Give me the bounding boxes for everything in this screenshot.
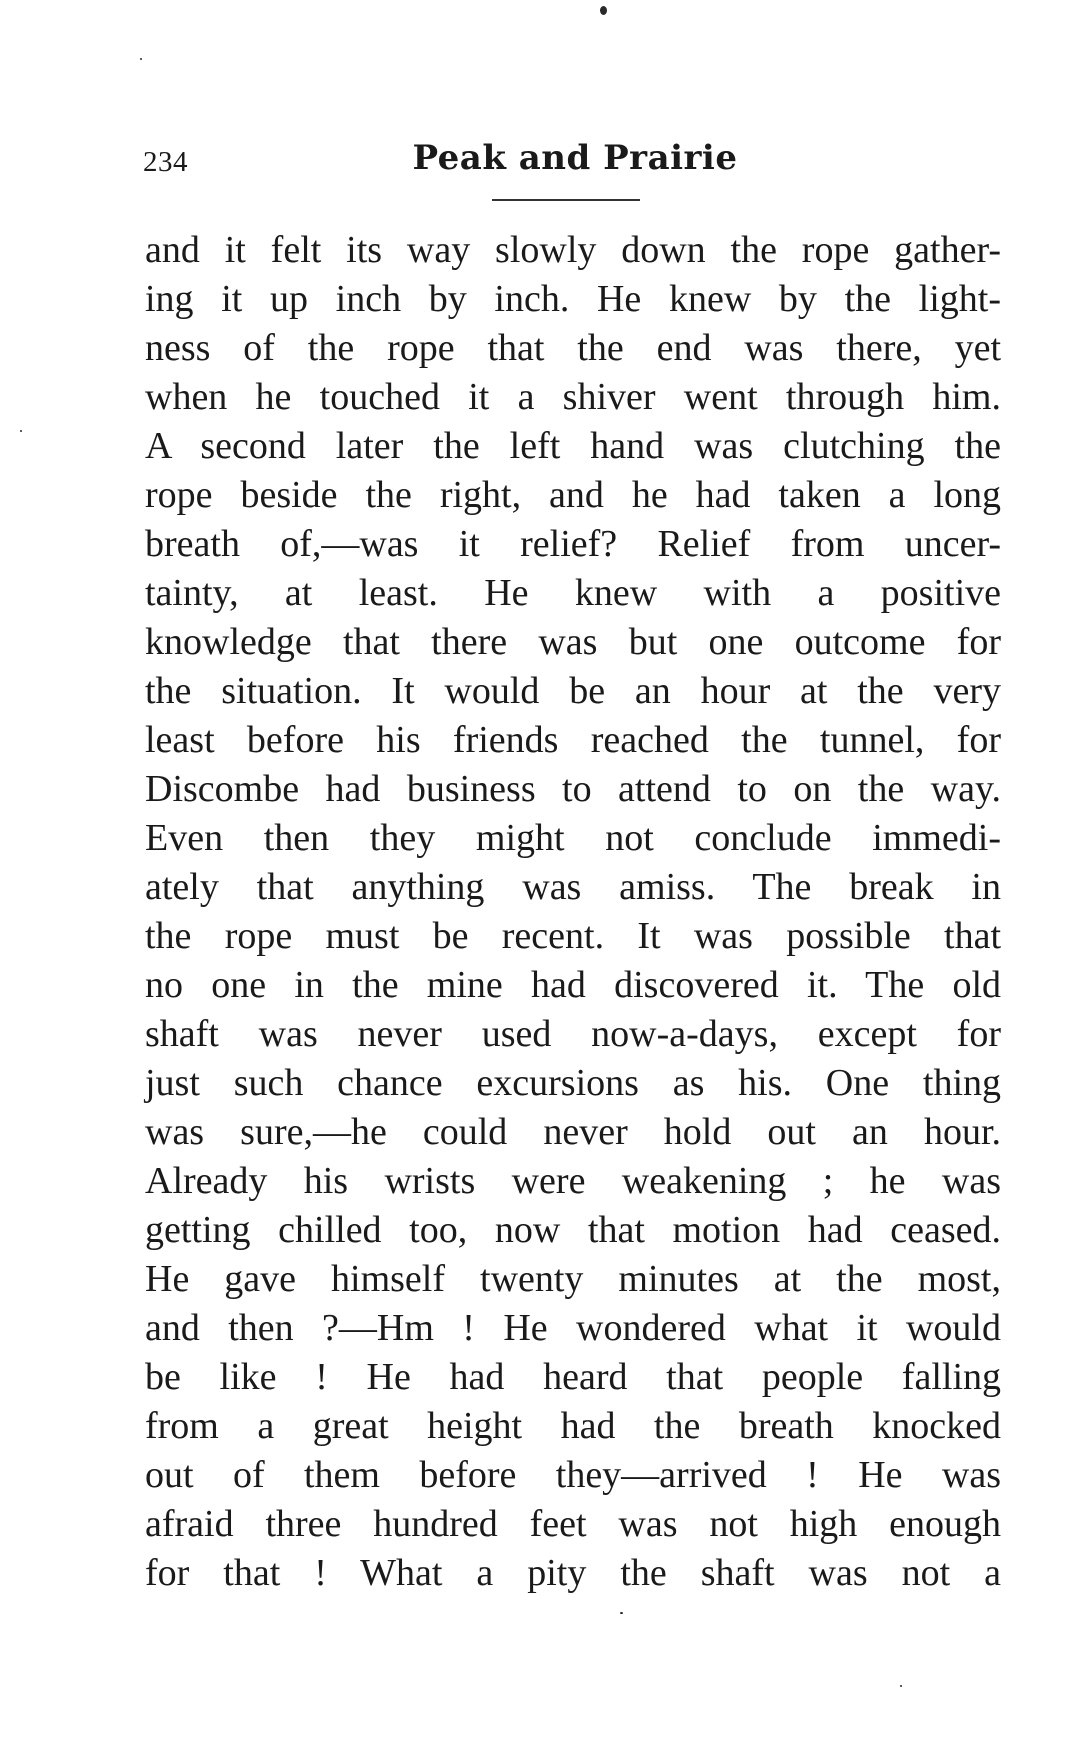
ink-speck — [900, 1685, 902, 1687]
text-line: ing it up inch by inch. He knew by the light- — [145, 278, 1001, 320]
ink-speck — [20, 430, 22, 432]
text-line: Already his wrists were weakening ; he was — [145, 1160, 1001, 1202]
text-line: ately that anything was amiss. The break in — [145, 866, 1001, 908]
body-text — [145, 226, 1001, 1598]
text-line: A second later the left hand was clutching the — [145, 425, 1001, 467]
text-line: least before his friends reached the tunnel, for — [145, 719, 1001, 761]
ink-speck — [600, 6, 607, 15]
page-header — [143, 138, 1016, 188]
text-line: no one in the mine had discovered it. The old — [145, 964, 1001, 1006]
text-line: out of them before they—arrived ! He was — [145, 1454, 1001, 1496]
text-line: from a great height had the breath knocked — [145, 1405, 1001, 1447]
text-line: the situation. It would be an hour at the very — [145, 670, 1001, 712]
text-line: the rope must be recent. It was possible that — [145, 915, 1001, 957]
text-line: just such chance excursions as his. One thing — [145, 1062, 1001, 1104]
text-line: breath of,—was it relief? Relief from uncer- — [145, 523, 1001, 565]
page-number: 234 — [143, 146, 188, 178]
text-line: be like ! He had heard that people falling — [145, 1356, 1001, 1398]
text-line: Discombe had business to attend to on the way. — [145, 768, 1001, 810]
text-line: and then ?—Hm ! He wondered what it would — [145, 1307, 1001, 1349]
text-line: ness of the rope that the end was there, yet — [145, 327, 1001, 369]
text-line: getting chilled too, now that motion had ceased. — [145, 1209, 1001, 1251]
text-line: tainty, at least. He knew with a positive — [145, 572, 1001, 614]
text-line: when he touched it a shiver went through him. — [145, 376, 1001, 418]
text-line: and it felt its way slowly down the rope gather- — [145, 229, 1001, 271]
text-line: rope beside the right, and he had taken a long — [145, 474, 1001, 516]
text-line: He gave himself twenty minutes at the most, — [145, 1258, 1001, 1300]
text-line: was sure,—he could never hold out an hour. — [145, 1111, 1001, 1153]
text-line: for that ! What a pity the shaft was not a — [145, 1552, 1001, 1594]
running-title: Peak and Prairie — [412, 138, 738, 178]
text-line: Even then they might not conclude immedi- — [145, 817, 1001, 859]
text-line: shaft was never used now-a-days, except for — [145, 1013, 1001, 1055]
header-rule — [492, 199, 640, 201]
text-line: knowledge that there was but one outcome for — [145, 621, 1001, 663]
ink-speck — [140, 58, 142, 60]
text-line: afraid three hundred feet was not high enough — [145, 1503, 1001, 1545]
ink-speck — [620, 1612, 623, 1614]
